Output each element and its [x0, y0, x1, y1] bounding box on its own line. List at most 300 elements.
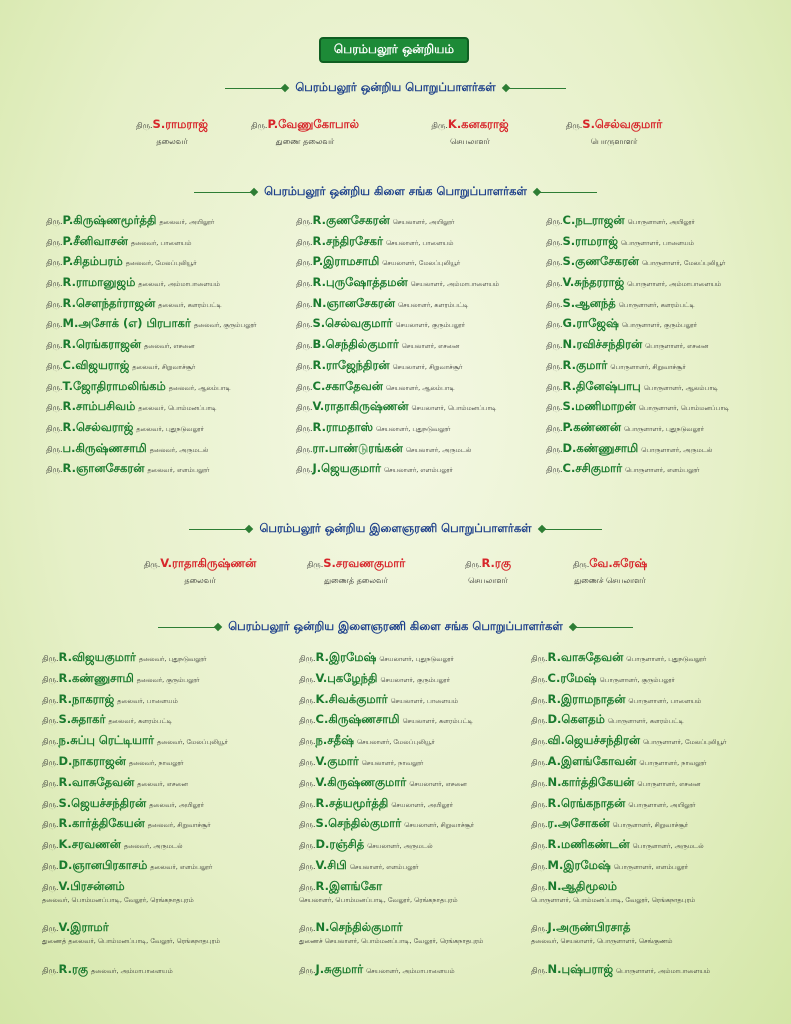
list-item — [296, 375, 499, 396]
list-item — [299, 750, 483, 771]
member-desc: பொருளாளர், பாளையம் — [620, 238, 694, 247]
member-name: N.ஞானசேகரன் — [312, 295, 396, 310]
officer-name: S.செல்வகுமார் — [582, 117, 663, 131]
member-desc: பொருளாளர், புதுநடுவலூர் — [623, 424, 704, 433]
member-desc: செயலாளர், அம்மாபாளையம் — [366, 966, 455, 975]
member-name-line — [531, 916, 726, 934]
officer-role: துணைச் செயலாளர் — [574, 576, 646, 585]
list-item — [42, 875, 228, 917]
list-item — [546, 230, 729, 251]
member-name: D.ஞானபிரகாசம் — [58, 857, 148, 872]
list-item — [531, 750, 726, 771]
youth-officers — [0, 556, 791, 592]
officer-name: வே.சுரேஷ் — [589, 556, 648, 570]
member-desc: தலைவர், அம்மாபாளையம் — [91, 966, 173, 975]
name-prefix: திரு. — [250, 121, 268, 130]
member-desc: செயலாளர், சிறுவாச்சூர் — [392, 362, 463, 371]
list-item — [531, 688, 726, 709]
member-name: R.ரெங்கராஜன் — [62, 337, 141, 352]
list-item — [531, 916, 726, 958]
list-item — [546, 292, 729, 313]
member-name-line — [42, 916, 228, 934]
section-title: பெரம்பலூர் ஒன்றிய பொறுப்பாளர்கள் — [295, 80, 496, 94]
member-desc: பொருளாளர், எசனை — [637, 779, 701, 788]
officer-card — [215, 117, 395, 147]
member-name-line — [42, 875, 228, 893]
list-item — [531, 771, 726, 792]
name-prefix: திரு. — [546, 299, 563, 309]
name-prefix: திரு. — [546, 444, 563, 454]
name-prefix: திரு. — [296, 237, 313, 247]
name-prefix: திரு. — [299, 757, 316, 767]
name-prefix: திரு. — [299, 965, 316, 975]
name-prefix: திரு. — [546, 258, 563, 268]
name-prefix: திரு. — [42, 924, 59, 934]
officer-name: P.வேணுகோபால் — [267, 117, 360, 131]
member-name: N.புஷ்பராஜ் — [547, 961, 614, 976]
member-desc: தலைவர், புதுநடுவலூர் — [136, 424, 204, 433]
member-name: R.இளங்கோ — [315, 878, 383, 893]
name-prefix: திரு. — [531, 841, 548, 851]
member-name: P.கண்ணன் — [562, 419, 621, 434]
officer-role: தலைவர் — [156, 137, 188, 146]
member-desc: பொருளாளர், களரம்பட்டி — [607, 717, 684, 726]
name-prefix: திரு. — [299, 924, 316, 934]
list-item — [299, 854, 483, 875]
name-prefix: திரு. — [143, 560, 161, 569]
officer-name: S.சரவணகுமார் — [323, 556, 406, 570]
divider-left — [225, 88, 285, 89]
list-item — [546, 354, 729, 375]
member-desc: பொருளாளர், எளம்பலூர் — [613, 862, 689, 871]
member-desc: தலைவர், களரம்பட்டி — [108, 717, 172, 726]
member-desc: தலைவர், ஆலம்பாடி — [168, 383, 231, 392]
name-prefix: திரு. — [46, 258, 63, 268]
member-name: R.சௌந்தர்ராஜன் — [62, 295, 156, 310]
member-desc: செயலாளர், பொம்மனப்பாடி — [411, 404, 497, 413]
list-item — [42, 771, 228, 792]
list-item — [546, 209, 729, 230]
divider-left — [189, 529, 249, 530]
name-prefix: திரு. — [531, 674, 548, 684]
member-name: J.அருண்பிரசாத் — [547, 920, 631, 935]
member-desc: தலைவர், மேலப்புலியூர் — [125, 259, 197, 268]
branch-grid — [0, 209, 791, 481]
member-desc: தலைவர், அம்மாபாளையம் — [138, 280, 221, 289]
list-item — [42, 646, 228, 667]
name-prefix: திரு. — [546, 465, 563, 475]
name-prefix: திரு. — [42, 716, 59, 726]
officer-card — [524, 117, 704, 147]
member-desc: தலைவர், அருமடல் — [149, 445, 209, 454]
list-item — [296, 271, 499, 292]
member-name: D.கௌதம் — [547, 712, 605, 727]
list-item — [46, 333, 257, 354]
member-name: V.சுந்தரராஜ் — [562, 275, 625, 290]
member-name: R.செல்வராஜ் — [62, 419, 134, 434]
member-desc: துணைச் செயலாளர், பொம்மனப்பாடி, வேலூர், ரெங்கநாதபுரம் — [299, 937, 484, 946]
divider-right — [573, 627, 633, 628]
member-name: C.சசிகுமார் — [562, 461, 623, 476]
member-name: C.சகாதேவன் — [312, 378, 383, 393]
member-desc: செயலாளர், புதுநடுவலூர் — [379, 655, 454, 663]
name-prefix: திரு. — [136, 121, 153, 130]
officer-role: செயலாளர் — [450, 137, 490, 146]
member-name: D.ரஞ்சித் — [315, 837, 365, 852]
list-item — [42, 916, 228, 958]
officer-role: தலைவர் — [184, 576, 216, 585]
name-prefix: திரு. — [546, 403, 563, 413]
list-item — [296, 354, 499, 375]
list-item — [46, 271, 257, 292]
list-item — [531, 646, 726, 667]
list-item — [531, 708, 726, 729]
name-prefix: திரு. — [546, 423, 563, 433]
page-title: பெரம்பலூர் ஒன்றியம் — [319, 37, 469, 63]
member-name: R.இராமநாதன் — [547, 691, 626, 706]
list-item — [46, 354, 257, 375]
member-name: V.புகழேந்தி — [315, 670, 378, 685]
name-prefix: திரு. — [299, 841, 316, 851]
member-desc: தலைவர், எசனை — [143, 342, 195, 351]
member-desc: துணைத் தலைவர், பொம்மனப்பாடி, வேலூர், ரெங்கநாதபுரம் — [42, 937, 221, 946]
member-desc: பொருளாளர், களரம்பட்டி — [618, 300, 695, 309]
name-prefix: திரு. — [296, 465, 313, 475]
member-desc: செயலாளர், அருமடல் — [367, 842, 433, 851]
officer-name: R.ரகு — [481, 556, 512, 570]
member-name-line — [531, 875, 726, 893]
list-item — [42, 854, 228, 875]
list-item — [296, 292, 499, 313]
member-name: R.ராஜேந்திரன் — [312, 357, 390, 372]
list-item — [42, 688, 228, 709]
member-desc: தலைவர், எசனை — [137, 779, 188, 788]
member-name: S.மணிமாறன் — [562, 399, 636, 414]
member-desc: செயலாளர், மேலப்புலியூர் — [382, 259, 461, 268]
member-desc: செயலாளர், குரும்பலூர் — [380, 675, 451, 684]
name-prefix: திரு. — [42, 654, 59, 663]
list-item — [546, 250, 729, 271]
member-desc: செயலாளர், பொம்மனப்பாடி, வேலூர், ரெங்கநாதபுரம் — [299, 895, 458, 904]
name-prefix: திரு. — [42, 965, 59, 975]
member-desc: தலைவர், நாவலூர் — [128, 758, 184, 767]
member-name: P.சிதம்பரம் — [62, 254, 123, 269]
officer-role: பொருளாளர் — [590, 137, 638, 146]
member-name: V.இராமர் — [58, 920, 109, 935]
name-prefix: திரு. — [42, 757, 59, 767]
name-prefix: திரு. — [531, 924, 548, 934]
member-name: S.குணசேகரன் — [562, 254, 639, 269]
member-name: N.ஆதிமூலம் — [547, 878, 618, 893]
section-title: பெரம்பலூர் ஒன்றிய கிளை சங்க பொறுப்பாளர்கள் — [264, 184, 527, 198]
list-item — [42, 833, 228, 854]
name-prefix: திரு. — [42, 820, 59, 830]
name-prefix: திரு. — [299, 882, 316, 892]
list-item — [299, 729, 483, 750]
list-item — [296, 230, 499, 251]
section-title: பெரம்பலூர் ஒன்றிய இளைஞரணி பொறுப்பாளர்கள் — [259, 521, 532, 535]
member-name: R.குமார் — [562, 357, 608, 372]
youth-col-secretary — [299, 646, 483, 979]
name-prefix: திரு. — [299, 737, 316, 747]
member-desc: பொருளாளர், சிறுவாச்சூர் — [610, 362, 686, 371]
member-desc: பொருளாளர், பாளையம் — [628, 696, 702, 705]
member-name: R.தினேஷ்பாபு — [562, 378, 641, 393]
name-prefix: திரு. — [296, 341, 313, 351]
member-desc: பொருளாளர், அம்மாபாளையம் — [616, 966, 711, 975]
member-desc: பொருளாளர், அயிலூர் — [627, 218, 695, 226]
member-name: ர.அசோகன் — [547, 816, 610, 831]
member-desc: பொருளாளர், அயிலூர் — [628, 800, 696, 809]
member-name: R.கார்த்திகேயன் — [58, 816, 145, 831]
member-desc: பொருளாளர், சிறுவாச்சூர் — [612, 821, 688, 830]
officer-role: துணை தலைவர் — [275, 137, 335, 146]
member-name: R.மணிகண்டன் — [547, 837, 630, 852]
member-desc: பொருளாளர், பொம்மனப்பாடி — [638, 404, 730, 413]
name-prefix: திரு. — [531, 654, 548, 663]
list-item — [42, 750, 228, 771]
name-prefix: திரு. — [531, 820, 548, 830]
list-item — [296, 312, 499, 333]
name-prefix: திரு. — [299, 861, 316, 871]
member-desc: செயலாளர், அருமடல் — [405, 445, 472, 454]
member-desc: செயலாளர், அயிலூர் — [391, 800, 454, 809]
list-item — [42, 958, 228, 979]
divider-right — [537, 192, 597, 193]
section-header-branch — [0, 183, 791, 201]
member-name: ந.சுப்பு ரெட்டியார் — [58, 733, 154, 748]
name-prefix: திரு. — [531, 716, 548, 726]
member-name: P.சீனிவாசன் — [62, 233, 128, 248]
member-desc: செயலாளர், நாவலூர் — [361, 758, 424, 767]
name-prefix: திரு. — [531, 799, 548, 809]
list-item — [531, 812, 726, 833]
member-desc: செயலாளர், எளம்பலூர் — [349, 862, 419, 871]
name-prefix: திரு. — [299, 695, 316, 705]
branch-col-secretary — [296, 209, 499, 478]
member-name: V.குமார் — [315, 753, 359, 768]
name-prefix: திரு. — [531, 757, 548, 767]
list-item — [299, 667, 483, 688]
name-prefix: திரு. — [464, 560, 482, 569]
list-item — [42, 812, 228, 833]
list-item — [531, 854, 726, 875]
list-item — [299, 958, 483, 979]
list-item — [546, 271, 729, 292]
name-prefix: திரு. — [296, 361, 313, 371]
list-item — [299, 833, 483, 854]
list-item — [46, 312, 257, 333]
list-item — [299, 688, 483, 709]
divider-right — [542, 529, 602, 530]
member-name: R.இரமேஷ் — [315, 650, 377, 664]
member-desc: தலைவர், செயலாளர், பொருளாளர், செங்குணம் — [531, 937, 673, 946]
member-desc: செயலாளர், புதுநடுவலூர் — [376, 424, 451, 433]
member-desc: தலைவர், புதுநடுவலூர் — [138, 655, 207, 663]
officer-name-line — [110, 556, 290, 572]
member-name: R.ஞானசேகரன் — [62, 461, 145, 476]
member-desc: செயலாளர், சிறுவாச்சூர் — [404, 821, 475, 830]
section-header-youth — [0, 520, 791, 538]
member-name: R.ராமதாஸ் — [312, 419, 374, 434]
name-prefix: திரு. — [531, 882, 548, 892]
name-prefix: திரு. — [565, 121, 583, 130]
member-name: T.ஜோதிராமலிங்கம் — [62, 378, 166, 393]
name-prefix: திரு. — [296, 258, 313, 268]
member-name: C.நடராஜன் — [562, 213, 625, 227]
list-item — [296, 416, 499, 437]
member-name: N.கார்த்திகேயன் — [547, 774, 635, 789]
member-name: S.ஜெயச்சந்திரன் — [58, 795, 147, 810]
name-prefix: திரு. — [296, 444, 313, 454]
member-desc: பொருளாளர், மேலப்புலியூர் — [643, 738, 727, 747]
list-item — [299, 812, 483, 833]
name-prefix: திரு. — [531, 965, 548, 975]
name-prefix: திரு. — [546, 217, 563, 226]
member-name: S.ஆனந்த் — [562, 295, 616, 310]
name-prefix: திரு. — [299, 778, 316, 788]
name-prefix: திரு. — [546, 361, 563, 371]
list-item — [546, 437, 729, 458]
member-name: V.பிரசன்னம் — [58, 878, 125, 893]
name-prefix: திரு. — [546, 382, 563, 392]
member-desc: தலைவர், எளம்பலூர் — [147, 466, 210, 475]
member-desc: தலைவர், அயிலூர் — [159, 218, 215, 226]
member-name: D.நாகராஜன் — [58, 753, 126, 768]
list-item — [531, 667, 726, 688]
member-name: J.சுகுமார் — [315, 961, 364, 976]
member-desc: பொருளாளர், மேலப்புலியூர் — [641, 259, 726, 268]
member-desc: பொருளாளர், அருமடல் — [641, 445, 713, 454]
member-name: C.கிருஷ்ணசாமி — [315, 712, 400, 727]
list-item — [299, 646, 483, 667]
name-prefix: திரு. — [546, 237, 563, 247]
name-prefix: திரு. — [46, 382, 63, 392]
member-name: N.ரவிச்சந்திரன் — [562, 337, 643, 352]
member-desc: பொருளாளர், பொம்மனப்பாடி, வேலூர், ரெங்கநாதபுரம் — [531, 895, 696, 904]
officer-name-line — [520, 556, 700, 572]
name-prefix: திரு. — [531, 778, 548, 788]
youth-col-president — [42, 646, 228, 979]
member-desc: செயலாளர், அம்மாபாளையம் — [410, 280, 500, 289]
member-desc: தலைவர், பொம்மனப்பாடி — [138, 404, 217, 413]
member-name: S.செல்வகுமார் — [312, 316, 393, 331]
member-name: M.அசோக் (எ) பிரபாகர் — [62, 316, 191, 331]
list-item — [46, 375, 257, 396]
list-item — [546, 416, 729, 437]
member-name: R.நாகராஜ் — [58, 691, 115, 706]
name-prefix: திரு. — [299, 674, 316, 684]
list-item — [546, 333, 729, 354]
name-prefix: திரு. — [46, 444, 63, 454]
list-item — [46, 416, 257, 437]
member-name: ரா.பாண்டுரங்கன் — [312, 440, 403, 455]
list-item — [531, 729, 726, 750]
officer-card — [520, 556, 700, 586]
member-desc: தலைவர், பாளையம் — [117, 696, 178, 705]
member-name: V.ராதாகிருஷ்ணன் — [312, 399, 409, 414]
member-desc: பொருளாளர், ஆலம்பாடி — [643, 383, 718, 392]
member-desc: தலைவர், சிறுவாச்சூர் — [147, 821, 211, 830]
member-name: V.சிபி — [315, 857, 347, 872]
member-desc: செயலாளர், பாளையம் — [390, 696, 459, 705]
name-prefix: திரு. — [46, 279, 63, 289]
member-desc: பொருளாளர், புதுநடுவலூர் — [626, 655, 707, 663]
member-name: R.கண்ணுசாமி — [58, 670, 134, 685]
list-item — [46, 209, 257, 230]
name-prefix: திரு. — [46, 361, 63, 371]
officer-name: V.ராதாகிருஷ்ணன் — [160, 556, 257, 570]
member-desc: தலைவர், குரும்பலூர் — [136, 675, 200, 684]
name-prefix: திரு. — [42, 695, 59, 705]
list-item — [46, 457, 257, 478]
officer-card — [110, 556, 290, 586]
name-prefix: திரு. — [46, 423, 63, 433]
name-prefix: திரு. — [296, 299, 313, 309]
list-item — [296, 457, 499, 478]
name-prefix: திரு. — [299, 799, 316, 809]
youth-branch-grid — [0, 646, 791, 976]
list-item — [42, 792, 228, 813]
name-prefix: திரு. — [546, 341, 563, 351]
list-item — [296, 209, 499, 230]
member-desc: தலைவர், சிறுவாச்சூர் — [132, 362, 196, 371]
member-name: R.ரகு — [58, 961, 89, 976]
member-desc: பொருளாளர், குரும்பலூர் — [599, 675, 675, 684]
name-prefix: திரு. — [296, 279, 313, 289]
member-desc: பொருளாளர், நாவலூர் — [639, 758, 707, 767]
member-name: V.கிருஷ்ணகுமார் — [315, 774, 407, 789]
officer-role: துணைத் தலைவர் — [324, 576, 388, 585]
section-title: பெரம்பலூர் ஒன்றிய இளைஞரணி கிளை சங்க பொறுப்பாளர்கள் — [228, 619, 563, 633]
name-prefix: திரு. — [531, 695, 548, 705]
member-name: R.புருஷோத்தமன் — [312, 275, 408, 290]
member-name: R.வாசுதேவன் — [547, 650, 624, 664]
member-desc: செயலாளர், ஆலம்பாடி — [385, 383, 455, 392]
member-desc: செயலாளர், களரம்பட்டி — [398, 300, 469, 309]
member-desc: பொருளாளர், எளம்பலூர் — [625, 466, 700, 475]
member-name: R.சத்யமூர்த்தி — [315, 795, 389, 810]
member-name: B.செந்தில்குமார் — [312, 337, 399, 352]
list-item — [46, 292, 257, 313]
list-item — [546, 312, 729, 333]
member-desc: தலைவர், அயிலூர் — [149, 800, 204, 809]
name-prefix: திரு. — [46, 341, 63, 351]
member-name: P.கிருஷ்ணமூர்த்தி — [62, 213, 157, 227]
member-name: P.இராமசாமி — [312, 254, 380, 269]
member-name: K.சரவணன் — [58, 837, 121, 852]
list-item — [546, 375, 729, 396]
name-prefix: திரு. — [42, 674, 59, 684]
name-prefix: திரு. — [299, 654, 316, 663]
name-prefix: திரு. — [296, 217, 313, 226]
member-desc: செயலாளர், பாளையம் — [385, 238, 454, 247]
officer-role: செயலாளர் — [468, 576, 508, 585]
name-prefix: திரு. — [431, 121, 448, 130]
branch-col-treasurer — [546, 209, 729, 478]
list-item — [546, 457, 729, 478]
name-prefix: திரு. — [299, 716, 316, 726]
member-name: J.ஜெயகுமார் — [312, 461, 381, 476]
officer-name: K.கனகராஜ் — [447, 117, 509, 131]
member-name: R.குணசேகரன் — [312, 213, 390, 227]
name-prefix: திரு. — [46, 217, 63, 226]
member-name: K.சிவக்குமார் — [315, 691, 388, 706]
member-name: D.கண்ணுசாமி — [562, 440, 639, 455]
union-officers — [0, 117, 791, 153]
member-name: G.ராஜேஷ் — [562, 316, 619, 331]
list-item — [296, 333, 499, 354]
